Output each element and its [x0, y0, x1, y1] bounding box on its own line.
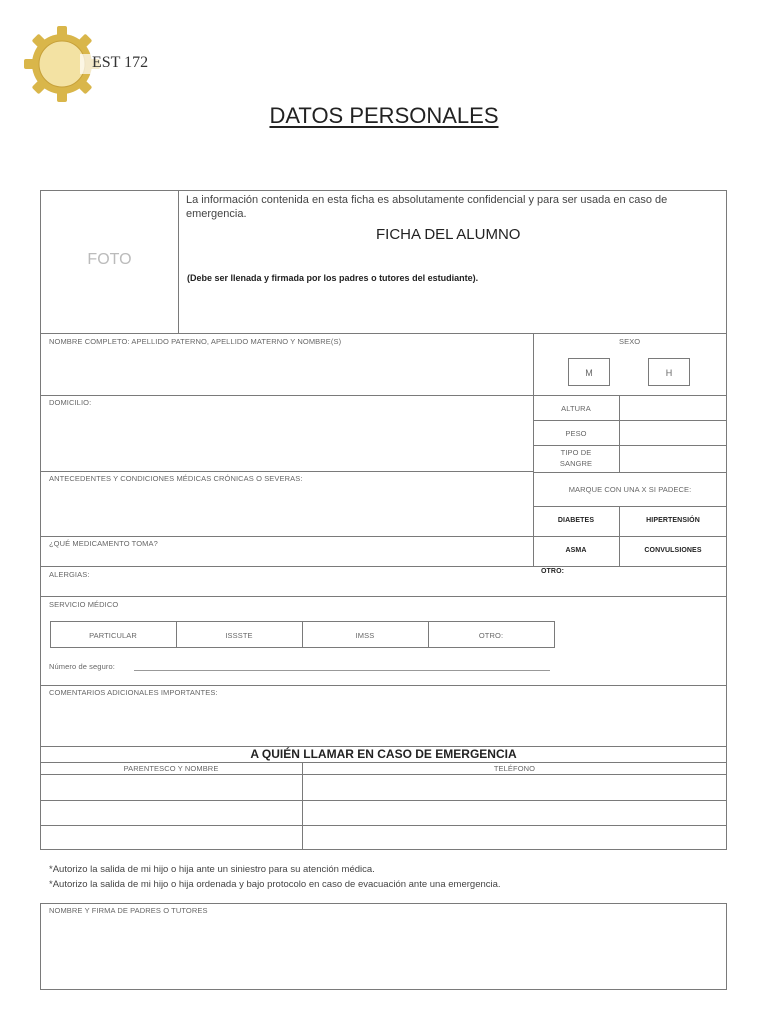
sex-m-label: M [585, 368, 593, 378]
sex-h-label: H [665, 368, 673, 378]
insurance-number-line[interactable] [134, 670, 550, 671]
emergency-row-2[interactable] [41, 801, 726, 824]
signature-box[interactable] [40, 903, 727, 990]
sex-label: SEXO [619, 337, 641, 346]
insurance-number-label: Número de seguro: [49, 662, 115, 671]
height-label: ALTURA [561, 404, 591, 413]
medication-label: ¿QUÉ MEDICAMENTO TOMA? [49, 539, 158, 548]
service-issste[interactable]: ISSSTE [225, 631, 253, 640]
emergency-title: A QUIÉN LLAMAR EN CASO DE EMERGENCIA [250, 747, 517, 761]
service-imss[interactable]: IMSS [355, 631, 375, 640]
blood-type-label-2: SANGRE [559, 459, 593, 468]
other-condition-label: OTRO: [541, 568, 565, 575]
emergency-row-3[interactable] [41, 826, 726, 849]
photo-placeholder[interactable] [41, 191, 178, 333]
photo-label: FOTO [87, 251, 132, 268]
logo-text: EST 172 [92, 54, 149, 71]
service-other[interactable]: OTRO: [478, 631, 504, 640]
full-name-label: NOMBRE COMPLETO: APELLIDO PATERNO, APELLIDO MATERNO Y NOMBRE(S) [49, 337, 342, 346]
authorization-1: *Autorizo la salida de mi hijo o hija ante un siniestro para su atención médica. [49, 864, 375, 875]
school-logo [22, 24, 154, 104]
emergency-row-1[interactable] [41, 775, 726, 799]
diabetes-option[interactable]: DIABETES [557, 517, 595, 524]
medical-service-label: SERVICIO MÉDICO [49, 600, 119, 609]
conditions-label: ANTECEDENTES Y CONDICIONES MÉDICAS CRÓNICAS O SEVERAS: [49, 474, 303, 483]
signature-label: NOMBRE Y FIRMA DE PADRES O TUTORES [49, 906, 208, 915]
comments-label: COMENTARIOS ADICIONALES IMPORTANTES: [49, 688, 218, 697]
col-relation-header: PARENTESCO Y NOMBRE [123, 764, 219, 773]
service-particular[interactable]: PARTICULAR [89, 631, 137, 640]
address-label: DOMICILIO: [49, 398, 92, 407]
authorization-2: *Autorizo la salida de mi hijo o hija ordenada y bajo protocolo en caso de evacuación ante una emergencia. [49, 879, 501, 890]
weight-label: PESO [565, 429, 587, 438]
seizures-option[interactable]: CONVULSIONES [644, 547, 702, 554]
form-title: FICHA DEL ALUMNO [376, 226, 521, 243]
blood-type-label-1: TIPO DE [560, 448, 592, 457]
hypertension-option[interactable]: HIPERTENSIÓN [646, 517, 700, 524]
instructions-text: (Debe ser llenada y firmada por los padres o tutores del estudiante). [187, 273, 479, 283]
mark-x-label: MARQUE CON UNA X SI PADECE: [568, 485, 692, 494]
confidential-text: La información contenida en esta ficha es absolutamente confidencial y para ser usada en caso de emergencia. [186, 194, 668, 220]
page-title: DATOS PERSONALES [269, 103, 499, 128]
allergies-label: ALERGIAS: [49, 570, 90, 579]
col-phone-header: TELÉFONO [493, 764, 536, 773]
asthma-option[interactable]: ASMA [565, 547, 587, 554]
